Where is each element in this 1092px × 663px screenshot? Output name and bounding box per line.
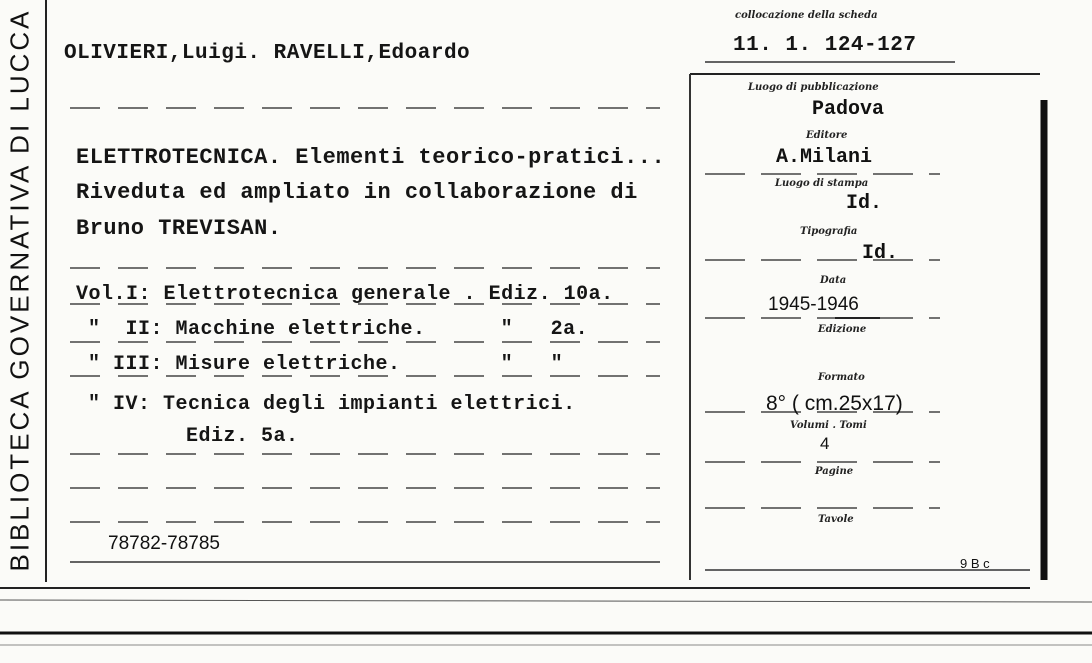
volume-line-4: " IV: Tecnica degli impianti elettrici. (88, 393, 576, 416)
plates-label: Tavole (818, 514, 854, 525)
library-stamp-text: BIBLIOTECA GOVERNATIVA DI LUCCA (4, 8, 35, 572)
edition-label: Edizione (818, 324, 867, 335)
volume-line-5: Ediz. 5a. (186, 425, 299, 448)
volume-line-3: " III: Misure elettriche. " " (88, 353, 564, 376)
place-label: Luogo di pubblicazione (748, 82, 879, 93)
format-label: Formato (818, 372, 865, 383)
date-label: Data (820, 275, 847, 286)
pages-label: Pagine (815, 466, 854, 477)
print-place-value: Id. (846, 192, 883, 215)
format-value: 8° ( cm.25x17) (766, 392, 903, 415)
print-place-label: Luogo di stampa (775, 178, 869, 189)
collocation-label: collocazione della scheda (735, 10, 878, 21)
volumes-label: Volumi . Tomi (790, 420, 867, 431)
volume-line-2: " II: Macchine elettriche. " 2a. (88, 318, 589, 341)
inventory-numbers: 78782-78785 (108, 533, 220, 554)
printer-label: Tipografia (800, 226, 858, 237)
printer-value: Id. (862, 242, 899, 265)
title-line-1: ELETTROTECNICA. Elementi teorico-pratici... (76, 145, 666, 170)
publisher-label: Editore (806, 130, 848, 141)
corner-mark: 9 B c (960, 556, 990, 571)
title-line-2: Riveduta ed ampliato in collaborazione di (76, 180, 638, 205)
volumes-value: 4 (820, 434, 830, 453)
volume-line-1: Vol.I: Elettrotecnica generale . Ediz. 10a. (76, 283, 614, 306)
title-line-3: Bruno TREVISAN. (76, 216, 282, 241)
place-value: Padova (812, 98, 885, 121)
publisher-value: A.Milani (776, 146, 873, 169)
collocation-value: 11. 1. 124-127 (733, 34, 917, 57)
date-value: 1945-1946 (768, 294, 859, 315)
authors: OLIVIERI,Luigi. RAVELLI,Edoardo (64, 42, 471, 65)
library-stamp (0, 0, 42, 580)
